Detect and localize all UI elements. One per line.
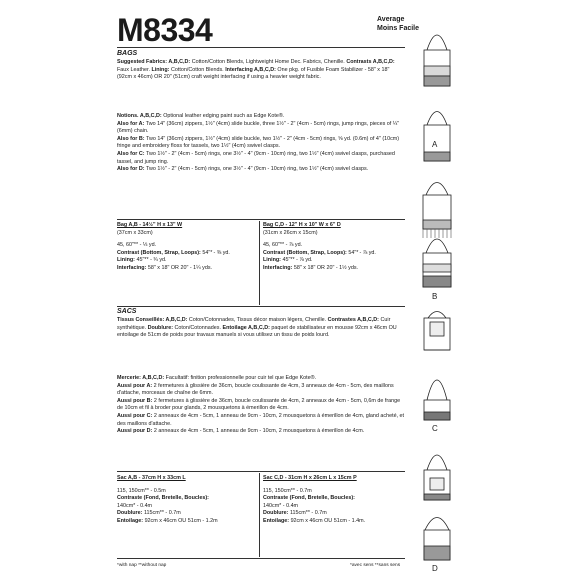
section-title-bags: BAGS (117, 50, 138, 57)
view-c-bag-illustration (424, 312, 450, 351)
view-label-c: C (432, 424, 438, 433)
sac-cd-doublure: Doublure: 115cm** - 0.7m (263, 510, 327, 517)
bag-ab-heading: Bag A,B - 14½" H x 13" W (117, 222, 183, 228)
view-b-bag-illustration (423, 183, 451, 239)
yardage-bag-ab (117, 222, 252, 273)
view-label-b: B (432, 292, 438, 301)
difficulty-en: Average (377, 16, 405, 23)
yardage-sac-cd (263, 475, 398, 526)
view-c-bag-illustration (424, 380, 450, 420)
divider (117, 47, 405, 48)
bag-cd-heading: Bag C,D - 12" H x 10" W x 6" D (263, 222, 341, 228)
view-illustrations (412, 0, 462, 580)
view-label-d: D (432, 564, 438, 573)
footnote-en: *with nap **without nap (117, 563, 167, 568)
bag-cd-lining: Lining: 45"** - ⅞ yd. (263, 257, 313, 264)
view-a-bag-illustration (424, 35, 450, 86)
sacs-mercerie: Mercerie: A,B,C,D: Facultatif: finition professionnelle pour cuir tel que Edge Kote®. Aussi pour A: 2 fermetures à glissière de 36cm, boucle coulissante de 4cm, 3 anneaux de 4cm - 5cm, des maillons d'attache, morceaux de chaîne de 6mm. Aussi pour B: 2 fermetures à glissière de 36cm, boucle coulissante de 4cm, 2 anneaux de 4cm - 5cm, 0,6m de frange de 10cm et fil à broder pour glands, 2 mousquetons à émerillon de 4cm. Aussi pour C: 2 anneaux de 4cm - 5cm, 1 anneau de 9cm - 10cm, 2 mousquetons à émerillon de 4cm, gland acheté, et des maillons d'attache. Aussi pour D: 2 anneaux de 4cm - 5cm, 1 anneau de 9cm - 10cm, 2 mousquetons à émerillon de 4cm. (117, 375, 405, 435)
sac-cd-contrast-val: 140cm* - 0.4m (263, 502, 299, 509)
sacs-tissus: Tissus Conseillés: A,B,C,D: Coton/Cotonnades, Tissus décor maison légers, Chenille. Contrastes A,B,C,D: Cuir synthétique. Doublure: Coton/Cotonnades. Entoilage A,B,C,D: paquet de stabilisateur en mousse 92cm x 46cm OU entoilage de 51cm de poids pour travaux manuels si vous utilisez un tissu de poids lourd. (117, 317, 397, 339)
pattern-number: M8334 (117, 12, 213, 48)
view-a-bag-illustration (424, 112, 450, 162)
bag-cd-metric: (31cm x 26cm x 15cm) (263, 229, 318, 236)
column-divider (259, 221, 260, 305)
divider (117, 471, 405, 472)
view-label-a: A (432, 140, 438, 149)
divider (117, 306, 405, 307)
yardage-bag-cd (263, 222, 398, 273)
bag-cd-contrast: Contrast (Bottom, Strap, Loops): 54"* - ⅞ yd. (263, 249, 376, 256)
sac-cd-heading: Sac C,D - 31cm H x 26cm L x 15cm P (263, 475, 357, 481)
sac-ab-entoilage: Entoilage: 92cm x 46cm OU 51cm - 1.2m (117, 517, 218, 524)
bag-ab-contrast: Contrast (Bottom, Strap, Loops): 54"* - ⅜ yd. (117, 249, 230, 256)
bags-notions: Notions. A,B,C,D: Optional leather edging paint such as Edge Kote®. Also for A: Two 14" (36cm) zippers, 1½" (4cm) slide buckle, three 1½" - 2" (4cm - 5cm) rings, jump rings, pieces of ¼" (6mm) chain. Also for B: Two 14" (36cm) zippers, 1½" (4cm) slide buckle, two 1½" - 2" (4cm - 5cm) rings, ⅝ yd. (0.6m) of 4" (10cm) fringe and embroidery floss for tassels, two 1½" (4cm) swivel clasps. Also for C: Two 1½" - 2" (4cm - 5cm) rings, one 3½" - 4" (9cm - 10cm) ring, two 1½" (4cm) swivel clasps, purchased tassel, and jump ring. Also for D: Two 1½" - 2" (4cm - 5cm) rings, one 3½" - 4" (9cm - 10cm) ring, two 1½" (4cm) swivel clasps. (117, 113, 400, 173)
sac-ab-contrast: Contraste (Fond, Bretelle, Boucles): (117, 495, 209, 502)
bag-cd-interfacing: Interfacing: 58" x 18" OR 20" - 1½ yds. (263, 264, 359, 271)
yardage-sac-ab (117, 475, 252, 526)
bag-ab-width: 45, 60"** - ⅓ yd. (117, 242, 157, 249)
view-b-bag-illustration (423, 239, 451, 287)
bag-ab-interfacing: Interfacing: 58" x 18" OR 20" - 1¼ yds. (117, 264, 213, 271)
section-title-sacs: SACS (117, 308, 137, 315)
divider (117, 558, 405, 559)
sac-ab-heading: Sac A,B - 37cm H x 33cm L (117, 475, 186, 481)
sac-cd-entoilage: Entoilage: 92cm x 46cm OU 51cm - 1.4m. (263, 517, 366, 524)
divider (117, 219, 405, 220)
column-divider (259, 473, 260, 557)
sac-cd-contrast: Contraste (Fond, Bretelle, Boucles): (263, 495, 355, 502)
view-d-bag-illustration (424, 455, 450, 500)
view-d-bag-illustration (424, 518, 450, 561)
bags-fabrics: Suggested Fabrics: A,B,C,D: Cotton/Cotton Blends, Lightweight Home Dec. Fabrics, Chenille. Contrasts A,B,C,D: Faux Leather. Lining: Cotton/Cotton Blends. Interfacing A,B,C,D: One pkg. of Fusible Foam Stabilizer - 58" x 18" (92cm x 46cm) OR 20" (51cm) craft weight interfacing if using a heavier weight fabric. (117, 59, 395, 81)
bag-ab-lining: Lining: 45"** - ¾ yd. (117, 257, 167, 264)
footnote-fr: *avec sens **sans sens (350, 563, 401, 568)
bag-cd-width: 45, 60"** - ⅞ yd. (263, 242, 303, 249)
bag-ab-metric: (37cm x 33cm) (117, 229, 153, 236)
sac-ab-contrast-val: 140cm* - 0.4m (117, 502, 153, 509)
difficulty-fr: Moins Facile (377, 25, 420, 32)
sac-cd-width: 115, 150cm** - 0.7m (263, 487, 312, 494)
sac-ab-width: 115, 150cm** - 0.5m (117, 487, 166, 494)
sac-ab-doublure: Doublure: 115cm** - 0.7m (117, 510, 181, 517)
